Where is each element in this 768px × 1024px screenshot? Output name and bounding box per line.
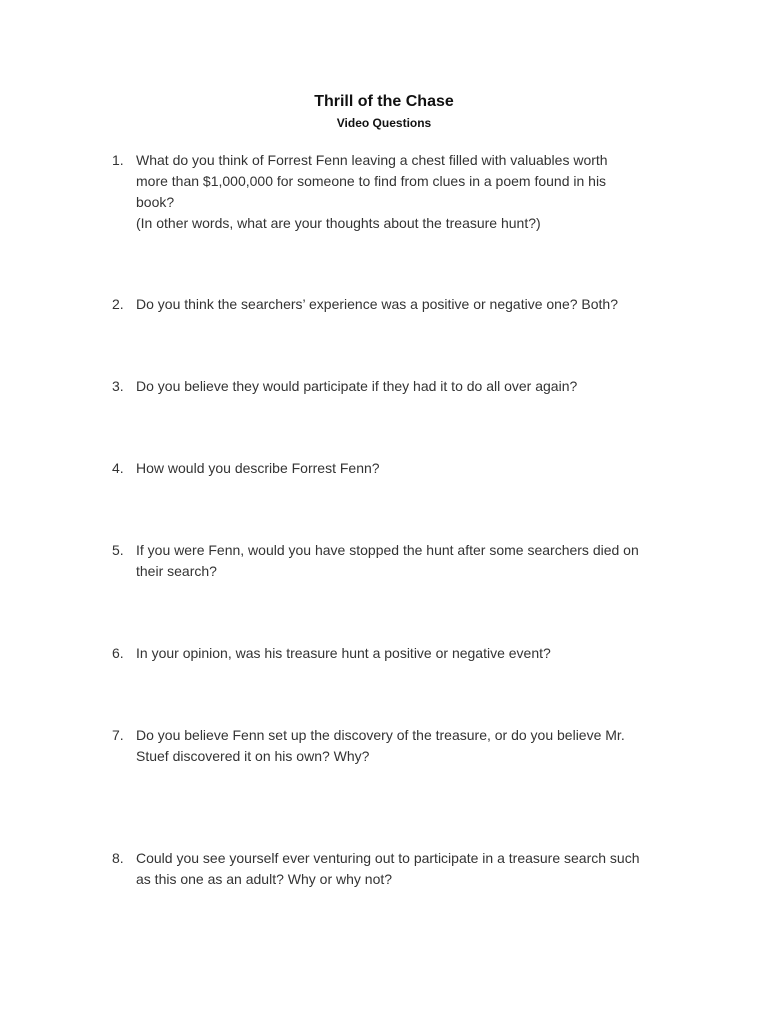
question-text (136, 150, 682, 234)
question-1 (112, 150, 682, 234)
question-number: 8. (112, 850, 124, 866)
question-4 (112, 458, 682, 479)
question-text (136, 540, 682, 582)
question-number: 1. (112, 152, 124, 168)
question-text (136, 643, 682, 664)
question-7 (112, 725, 682, 767)
question-line: book? (136, 194, 175, 210)
question-text (136, 848, 682, 890)
question-line: Do you believe Fenn set up the discovery of the treasure, or do you believe Mr. (136, 727, 625, 743)
question-text (136, 458, 682, 479)
question-line: as this one as an adult? Why or why not? (136, 871, 393, 887)
page-title: Thrill of the Chase (314, 93, 454, 110)
question-line: more than $1,000,000 for someone to find from clues in a poem found in his (136, 173, 607, 189)
question-number: 6. (112, 645, 124, 661)
question-number: 7. (112, 727, 124, 743)
question-line: Stuef discovered it on his own? Why? (136, 748, 370, 764)
question-number: 4. (112, 460, 124, 476)
question-line: (In other words, what are your thoughts about the treasure hunt?) (136, 215, 541, 231)
question-5 (112, 540, 682, 582)
question-number: 2. (112, 296, 124, 312)
question-6 (112, 643, 682, 664)
question-2 (112, 294, 682, 315)
question-line: their search? (136, 563, 217, 579)
question-line: In your opinion, was his treasure hunt a positive or negative event? (136, 645, 551, 661)
question-8 (112, 848, 682, 890)
question-text (136, 294, 682, 315)
question-text (136, 376, 682, 397)
question-number: 3. (112, 378, 124, 394)
question-line: How would you describe Forrest Fenn? (136, 460, 380, 476)
page-subtitle: Video Questions (336, 116, 432, 130)
question-text (136, 725, 682, 767)
question-3 (112, 376, 682, 397)
question-line: What do you think of Forrest Fenn leaving a chest filled with valuables worth (136, 152, 608, 168)
question-line: Could you see yourself ever venturing out to participate in a treasure search such (136, 850, 640, 866)
question-number: 5. (112, 542, 124, 558)
question-line: Do you believe they would participate if they had it to do all over again? (136, 378, 578, 394)
question-line: If you were Fenn, would you have stopped the hunt after some searchers died on (136, 542, 639, 558)
question-line: Do you think the searchers’ experience was a positive or negative one? Both? (136, 296, 618, 312)
